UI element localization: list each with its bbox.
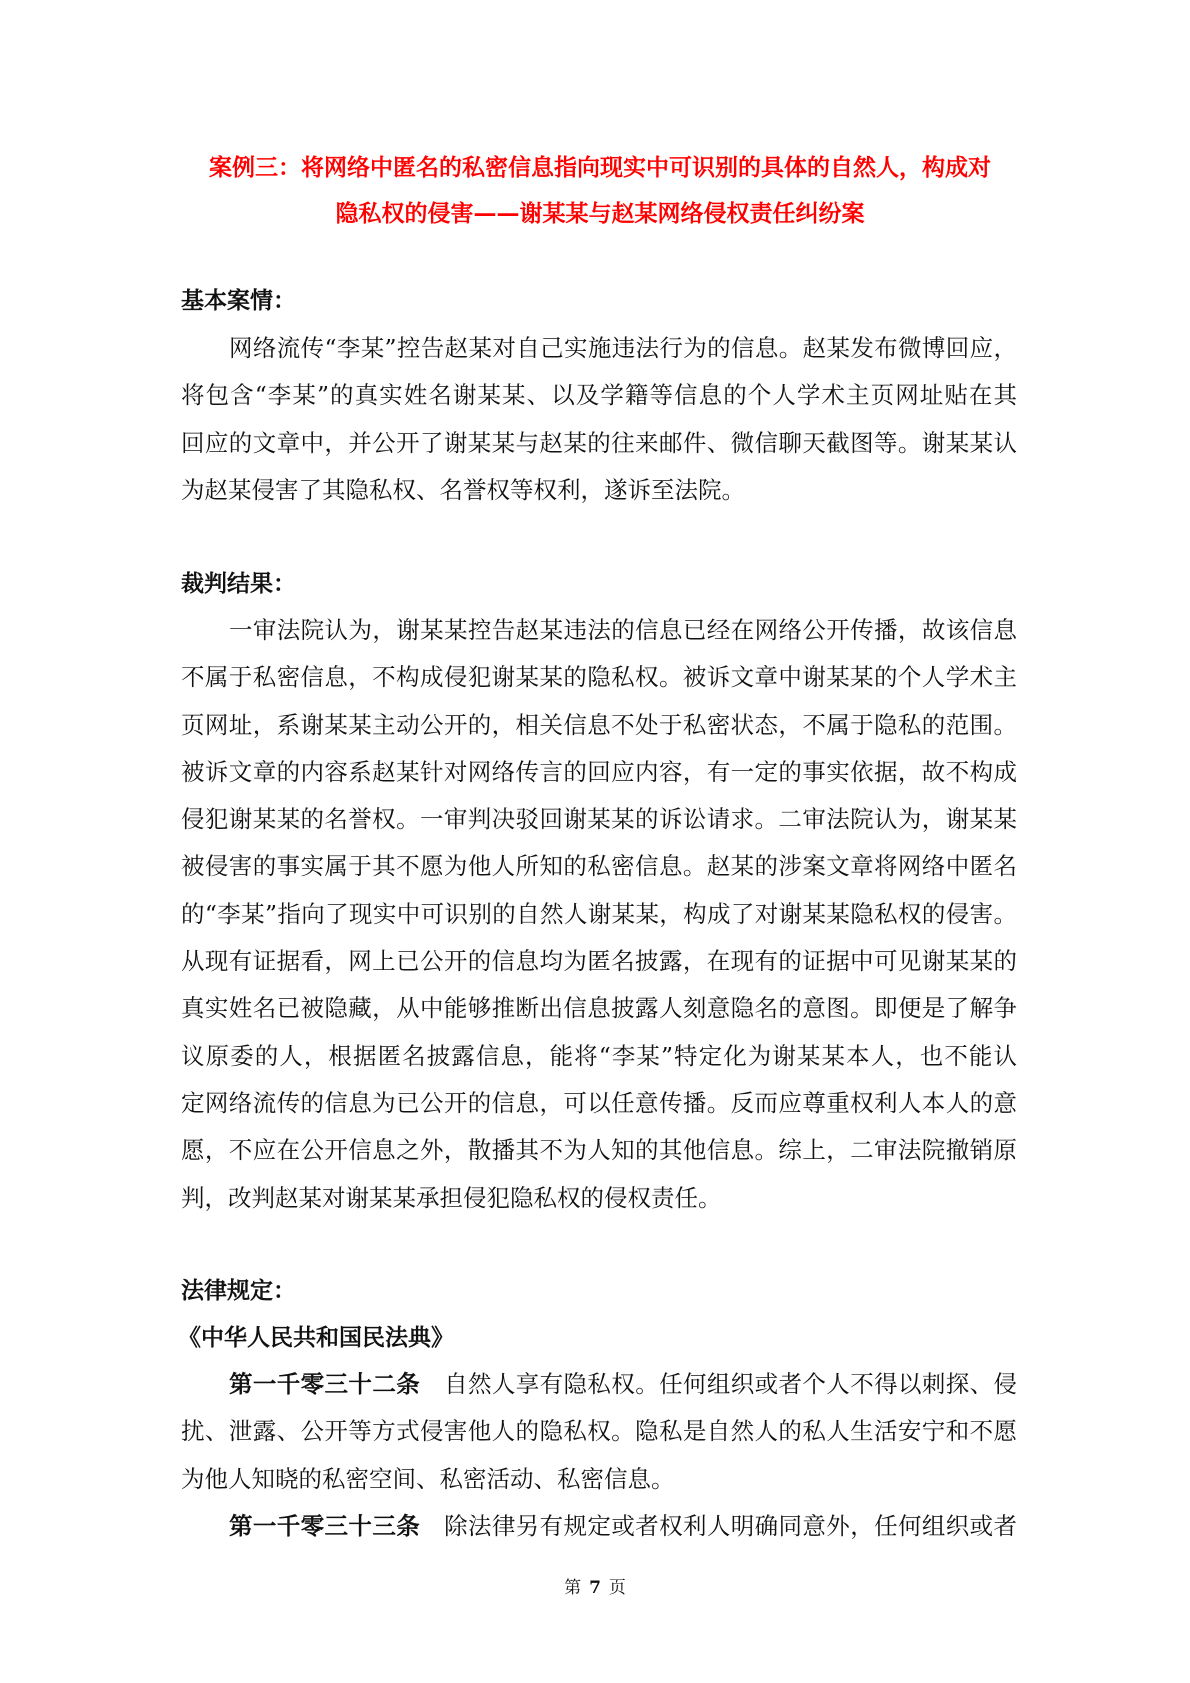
text-line: 判，改判赵某对谢某某承担侵犯隐私权的侵权责任。 xyxy=(181,1183,722,1212)
text-line: 真实姓名已被隐藏，从中能够推断出信息披露人刻意隐名的意图。即便是了解争 xyxy=(181,994,1017,1023)
article-text: 除法律另有规定或者权利人明确同意外，任何组织或者 xyxy=(444,1511,1018,1540)
text-line: 被侵害的事实属于其不愿为他人所知的私密信息。赵某的涉案文章将网络中匿名 xyxy=(181,852,1017,881)
heading-judgment: 裁判结果： xyxy=(181,570,296,597)
text-line: 一审法院认为，谢某某控告赵某违法的信息已经在网络公开传播，故该信息 xyxy=(229,616,1017,644)
article-1033-line xyxy=(181,1503,1017,1550)
text-line: 为他人知晓的私密空间、私密活动、私密信息。 xyxy=(181,1464,675,1493)
text-line: 页网址，系谢某某主动公开的，相关信息不处于私密状态，不属于隐私的范围。 xyxy=(181,710,1017,739)
text-line: 将包含“李某”的真实姓名谢某某、以及学籍等信息的个人学术主页网址贴在其 xyxy=(181,381,1017,410)
code-title: 《中华人民共和国民法典》 xyxy=(178,1324,454,1351)
text-line: 的“李某”指向了现实中可识别的自然人谢某某，构成了对谢某某隐私权的侵害。 xyxy=(181,899,1017,928)
text-line: 网络流传“李某”控告赵某对自己实施违法行为的信息。赵某发布微博回应， xyxy=(229,334,1017,362)
text-line: 定网络流传的信息为已公开的信息，可以任意传播。反而应尊重权利人本人的意 xyxy=(181,1088,1017,1117)
heading-basic-facts: 基本案情： xyxy=(181,287,296,314)
page-number xyxy=(0,1573,1190,1598)
judgment-paragraph xyxy=(181,607,1017,1222)
legal-articles xyxy=(181,1361,1017,1550)
text-line: 扰、泄露、公开等方式侵害他人的隐私权。隐私是自然人的私人生活安宁和不愿 xyxy=(181,1417,1017,1446)
case-title-line-2: 隐私权的侵害——谢某某与赵某网络侵权责任纠纷案 xyxy=(335,200,865,227)
text-line: 为赵某侵害了其隐私权、名誉权等权利，遂诉至法院。 xyxy=(181,475,745,504)
basic-facts-paragraph xyxy=(181,325,1017,514)
article-label: 第一千零三十二条 xyxy=(229,1370,421,1398)
text-line: 不属于私密信息，不构成侵犯谢某某的隐私权。被诉文章中谢某某的个人学术主 xyxy=(181,663,1017,692)
case-title xyxy=(180,145,1020,237)
page-suffix: 页 xyxy=(608,1578,626,1598)
case-title-line-1: 案例三：将网络中匿名的私密信息指向现实中可识别的具体的自然人，构成对 xyxy=(209,154,991,181)
text-line: 议原委的人，根据匿名披露信息，能将“李某”特定化为谢某某本人，也不能认 xyxy=(181,1041,1017,1070)
text-line: 被诉文章的内容系赵某针对网络传言的回应内容，有一定的事实依据，故不构成 xyxy=(181,757,1017,786)
article-text: 自然人享有隐私权。任何组织或者个人不得以刺探、侵 xyxy=(444,1370,1018,1398)
article-1032-line xyxy=(181,1361,1017,1408)
text-line: 侵犯谢某某的名誉权。一审判决驳回谢某某的诉讼请求。二审法院认为，谢某某 xyxy=(181,805,1017,834)
heading-legal-provisions: 法律规定： xyxy=(181,1277,296,1304)
text-line: 回应的文章中，并公开了谢某某与赵某的往来邮件、微信聊天截图等。谢某某认 xyxy=(181,428,1017,457)
text-line: 从现有证据看，网上已公开的信息均为匿名披露，在现有的证据中可见谢某某的 xyxy=(181,947,1017,976)
text-line: 愿，不应在公开信息之外，散播其不为人知的其他信息。综上，二审法院撤销原 xyxy=(181,1136,1017,1165)
article-label: 第一千零三十三条 xyxy=(229,1511,421,1540)
page-prefix: 第 xyxy=(564,1578,582,1598)
page-value: 7 xyxy=(589,1578,601,1598)
